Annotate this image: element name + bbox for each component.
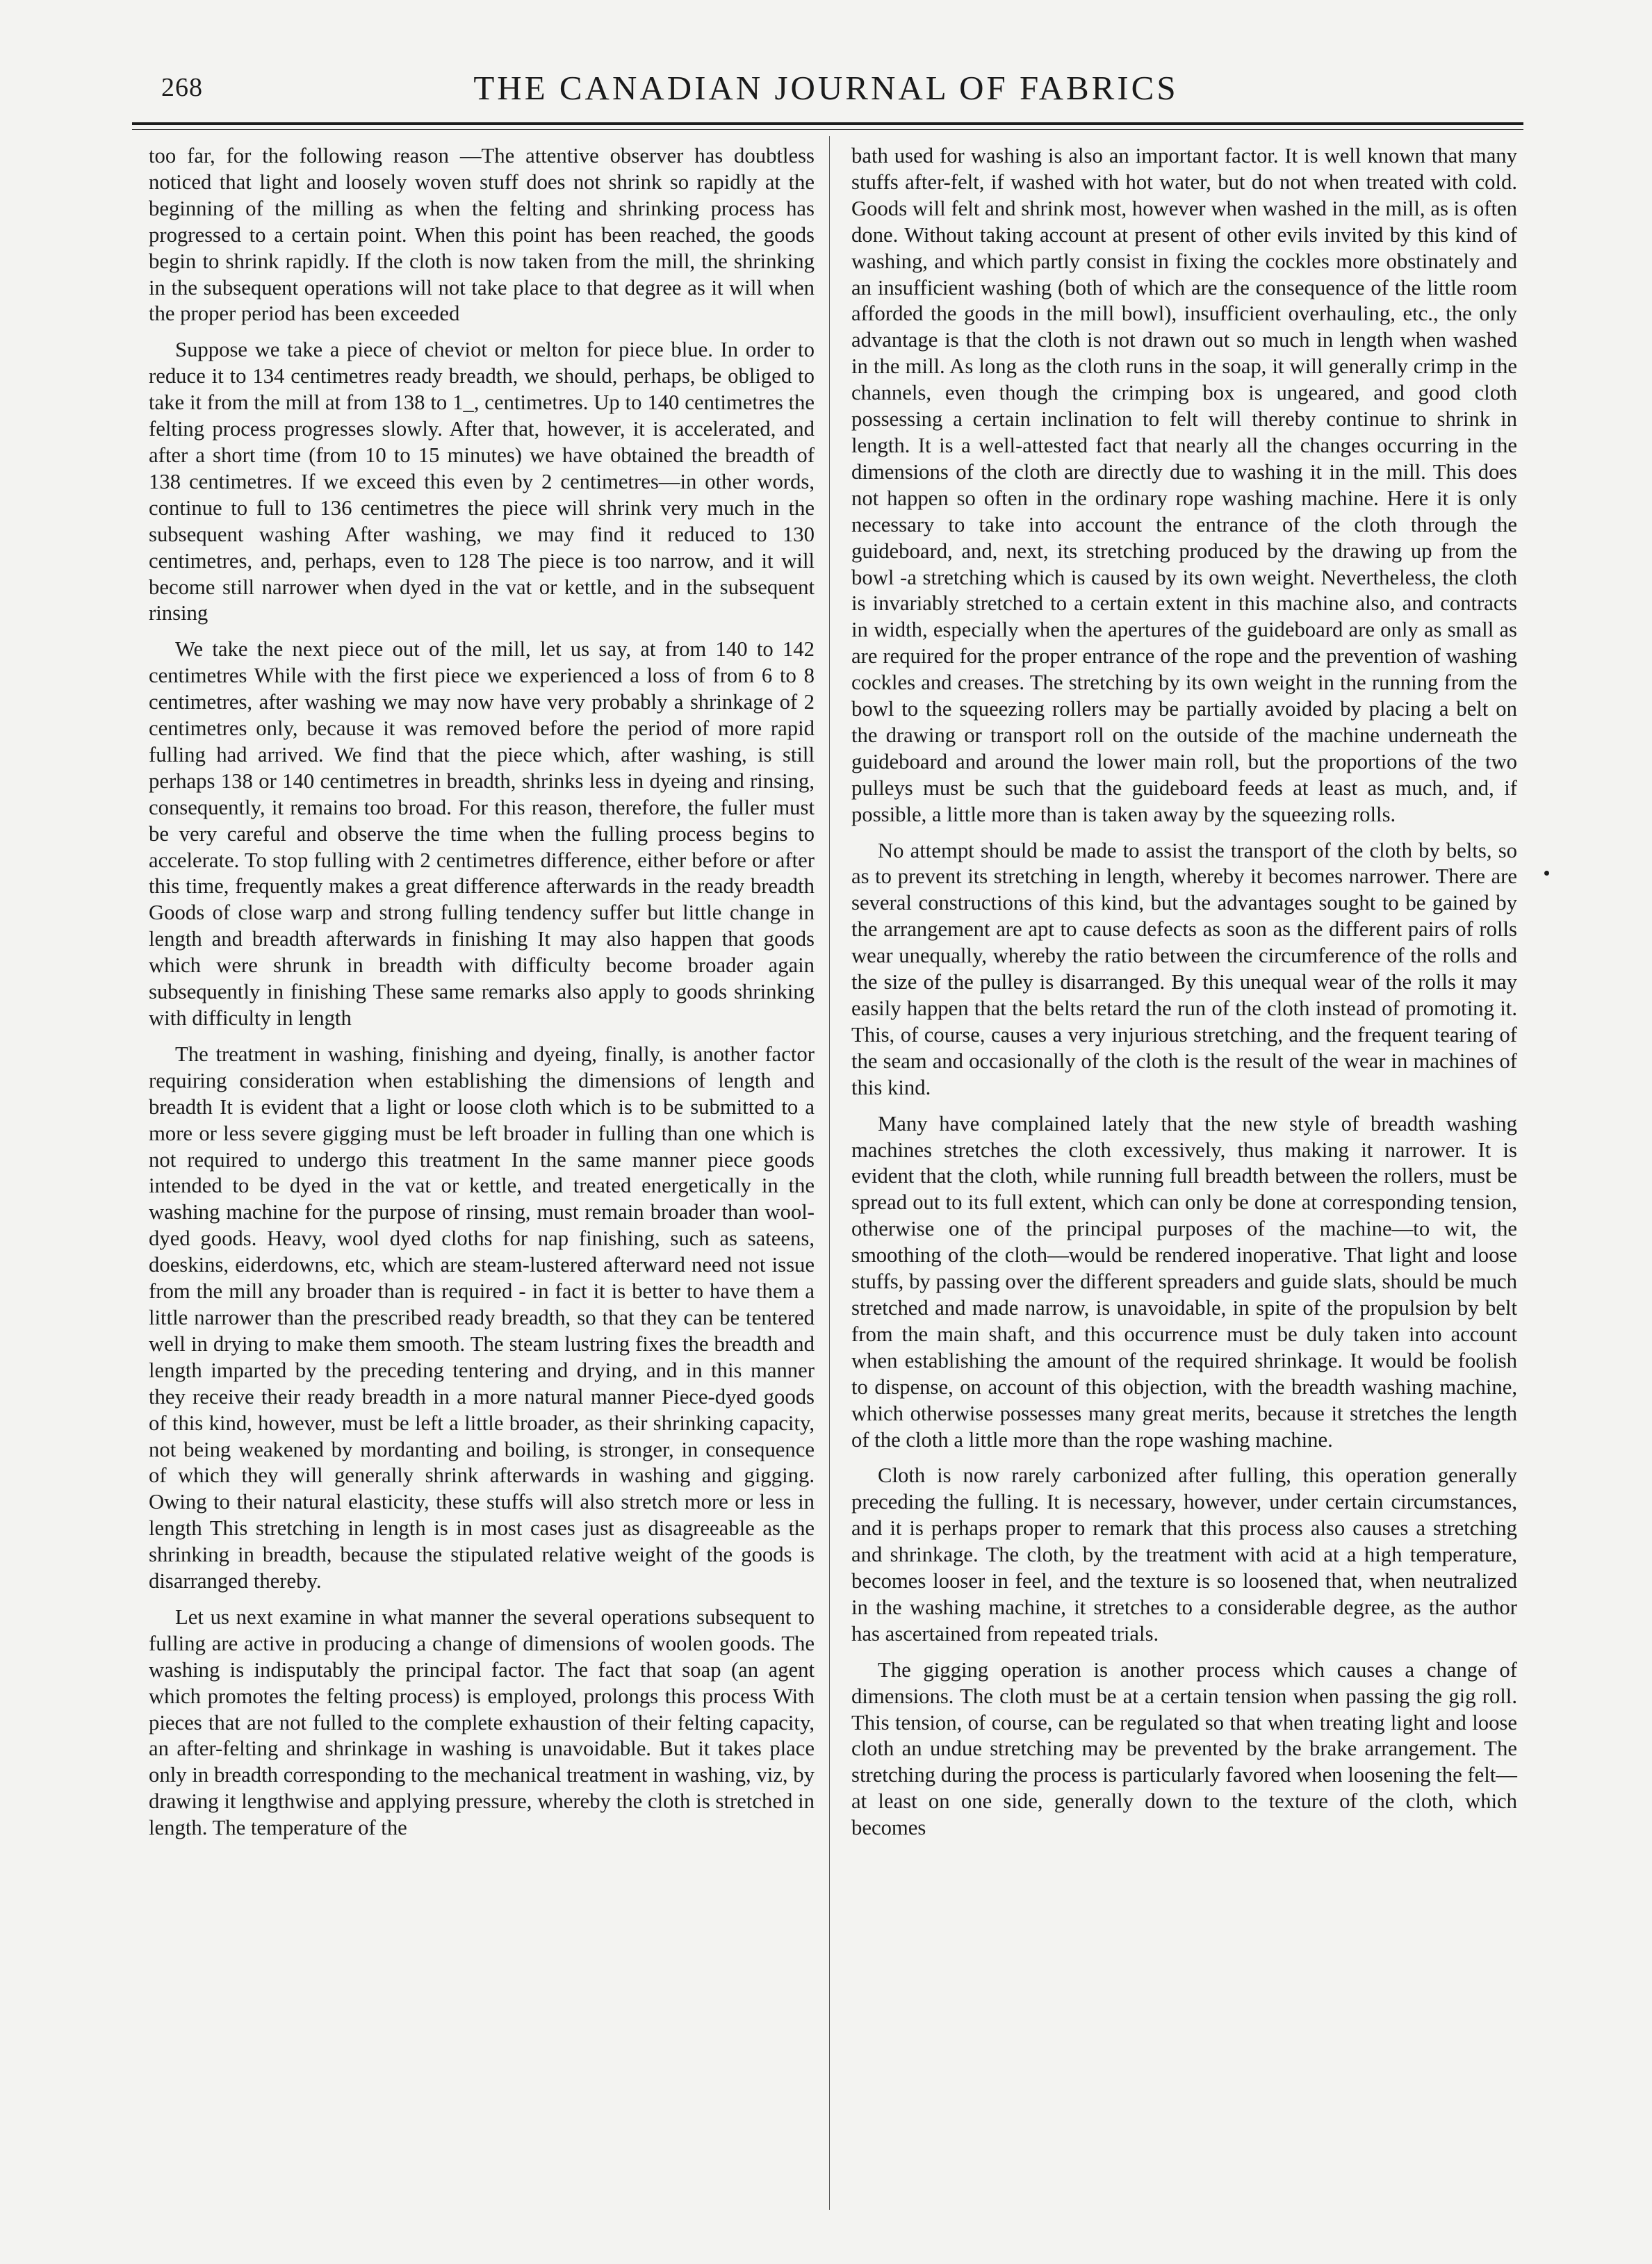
paragraph: The treatment in washing, finishing and dyeing, finally, is another factor requiring consideration when establishing the dimensions of length and breadth It is evident that a light or loose cloth which is to be submitted to a more or less severe gigging must be left broader in fulling than one which is not required to undergo this treatment In the same manner piece goods intended to be dyed in the vat or kettle, and treated energetically in the washing machine for the purpose of rinsing, must remain broader than wool-dyed goods. Heavy, wool dyed cloths for nap finishing, such as sateens, doeskins, eiderdowns, etc, which are steam-lustered afterward need not issue from the mill any broader than is required - in fact it is better to have them a little narrower than the prescribed ready breadth, so that they can be tentered well in drying to make them smooth. The steam lustring fixes the breadth and length imparted by the preceding tentering and drying, and in this manner they receive their ready breadth in a more natural manner Piece-dyed goods of this kind, however, must be left a little broader, as their shrinking capacity, not being weakened by mordanting and boiling, is stronger, in consequence of which they will generally shrink afterwards in washing and gigging. Owing to their natural elasticity, these stuffs will also stretch more or less in length This stretching in length is in most cases just as disagreeable as the shrinking in breadth, because the stipulated relative weight of the goods is disarranged thereby. bbox=[149, 1042, 815, 1593]
right-column bbox=[851, 143, 1517, 1851]
journal-title: THE CANADIAN JOURNAL OF FABRICS bbox=[473, 69, 1179, 107]
column-divider bbox=[829, 136, 830, 2210]
header-rule-thin bbox=[132, 129, 1523, 130]
paragraph: Let us next examine in what manner the several operations subsequent to fulling are active in producing a change of dimensions of woolen goods. The washing is indisputably the principal factor. The fact that soap (an agent which promotes the felting process) is employed, prolongs this process With pieces that are not fulled to the complete exhaustion of their felting capacity, an after-felting and shrinkage in washing is unavoidable. But it takes place only in breadth corresponding to the mechanical treatment in washing, viz, by drawing it lengthwise and applying pressure, whereby the cloth is stretched in length. The temperature of the bbox=[149, 1605, 815, 1840]
left-column bbox=[149, 143, 815, 1851]
paragraph: Suppose we take a piece of cheviot or melton for piece blue. In order to reduce it to 134 centimetres ready breadth, we should, perhaps, be obliged to take it from the mill at from 138 to 1_, centimetres. Up to 140 centimetres the felting process progresses slowly. After that, however, it is accelerated, and after a short time (from 10 to 15 minutes) we have obtained the breadth of 138 centimetres. If we exceed this even by 2 centimetres—in other words, continue to full to 136 centimetres the piece will shrink very much in the subsequent washing After washing, we may find it reduced to 130 centimetres, and, perhaps, even to 128 The piece is too narrow, and it will become still narrower when dyed in the vat or kettle, and in the subsequent rinsing bbox=[149, 338, 815, 625]
margin-dot bbox=[1544, 871, 1549, 876]
paragraph: No attempt should be made to assist the transport of the cloth by belts, so as to prevent its stretching in length, whereby it becomes narrower. There are several constructions of this kind, but the advantages sought to be gained by the arrangement are apt to cause defects as soon as the different pairs of rolls wear unequally, whereby the ratio between the circumference of the rolls and the size of the pulley is disarranged. By this unequal wear of the rolls it may easily happen that the belts retard the run of the cloth instead of promoting it. This, of course, causes a very injurious stretching, and the frequent tearing of the seam and occasionally of the cloth is the result of the wear in machines of this kind. bbox=[851, 838, 1517, 1099]
paragraph: The gigging operation is another process which causes a change of dimensions. The cloth must be at a certain tension when passing the gig roll. This tension, of course, can be regulated so that when treating light and loose cloth an undue stretching may be prevented by the brake arrangement. The stretching during the process is particularly favored when loosening the felt—at least on one side, generally down to the texture of the cloth, which becomes bbox=[851, 1657, 1517, 1840]
paragraph: Many have complained lately that the new style of breadth washing machines stretches the cloth excessively, thus making it narrower. It is evident that the cloth, while running full breadth between the rollers, must be spread out to its full extent, which can only be done at corresponding tension, otherwise one of the principal purposes of the machine—to wit, the smoothing of the cloth—would be rendered inoperative. That light and loose stuffs, by passing over the different spreaders and guide slats, should be much stretched and made narrow, is unavoidable, in spite of the propulsion by belt from the main shaft, and this occurrence must be duly taken into account when establishing the amount of the required shrinkage. It would be foolish to dispense, on account of this objection, with the breadth washing machine, which otherwise possesses many great merits, because it stretches the length of the cloth a little more than the rope washing machine. bbox=[851, 1111, 1517, 1452]
page-number: 268 bbox=[161, 73, 203, 102]
paragraph-continued: bath used for washing is also an important factor. It is well known that many stuffs after-felt, if washed with hot water, but do not when treated with cold. Goods will felt and shrink most, however when washed in the mill, as is often done. Without taking account at present of other evils invited by this kind of washing, and which partly consist in fixing the cockles more obstinately and an insufficient washing (both of which are the consequence of the little room afforded the goods in the mill bowl), insufficient overhauling, etc., the only advantage is that the cloth is not drawn out so much in length when washed in the mill. As long as the cloth runs in the soap, it will generally crimp in the channels, even though the crimping box is ungeared, and good cloth possessing a certain inclination to felt will thereby continue to shrink in length. It is a well-attested fact that nearly all the changes occurring in the dimensions of the cloth are directly due to washing it in the mill. This does not happen so often in the ordinary rope washing machine. Here it is only necessary to take into account the entrance of the cloth through the guideboard, and, next, its stretching produced by the drawing up from the bowl -a stretching which is caused by its own weight. Nevertheless, the cloth is invariably stretched to a certain extent in this machine also, and contracts in width, especially when the apertures of the guideboard are only as small as are required for the proper entrance of the rope and the prevention of washing cockles and creases. The stretching by its own weight in the running from the bowl to the squeezing rollers may be partially avoided by placing a belt on the drawing or transport roll on the outside of the machine underneath the guideboard and around the lower main roll, but the proportions of the two pulleys must be such that the guideboard feeds at least as much, and, if possible, a little more than is taken away by the squeezing rolls. bbox=[851, 144, 1517, 826]
paragraph-continued: too far, for the following reason —The attentive observer has doubtless noticed that light and loosely woven stuff does not shrink so rapidly at the beginning of the milling as when the felting and shrinking process has progressed to a certain point. When this point has been reached, the goods begin to shrink rapidly. If the cloth is now taken from the mill, the shrinking in the subsequent operations will not take place to that degree as it will when the proper period has been exceeded bbox=[149, 144, 815, 326]
header-rule-thick bbox=[132, 122, 1523, 125]
paragraph: Cloth is now rarely carbonized after fulling, this operation generally preceding the fulling. It is necessary, however, under certain circumstances, and it is perhaps proper to remark that this process also causes a stretching and shrinkage. The cloth, by the treatment with acid at a high temperature, becomes looser in feel, and the texture is so loosened that, when neutralized in the washing machine, it stretches to a considerable degree, as the author has ascertained from repeated trials. bbox=[851, 1463, 1517, 1646]
paragraph: We take the next piece out of the mill, let us say, at from 140 to 142 centimetres While with the first piece we experienced a loss of from 6 to 8 centimetres, after washing we may now have very probably a shrinkage of 2 centimetres only, because it was removed before the period of more rapid fulling had arrived. We find that the piece which, after washing, is still perhaps 138 or 140 centimetres in breadth, shrinks less in dyeing and rinsing, consequently, it remains too broad. For this reason, therefore, the fuller must be very careful and observe the time when the fulling process begins to accelerate. To stop fulling with 2 centimetres difference, either before or after this time, frequently makes a great difference afterwards in the ready breadth Goods of close warp and strong fulling tendency suffer but little change in length and breadth afterwards in finishing It may also happen that goods which were shrunk in breadth with difficulty become broader again subsequently in finishing These same remarks also apply to goods shrinking with difficulty in length bbox=[149, 637, 815, 1030]
